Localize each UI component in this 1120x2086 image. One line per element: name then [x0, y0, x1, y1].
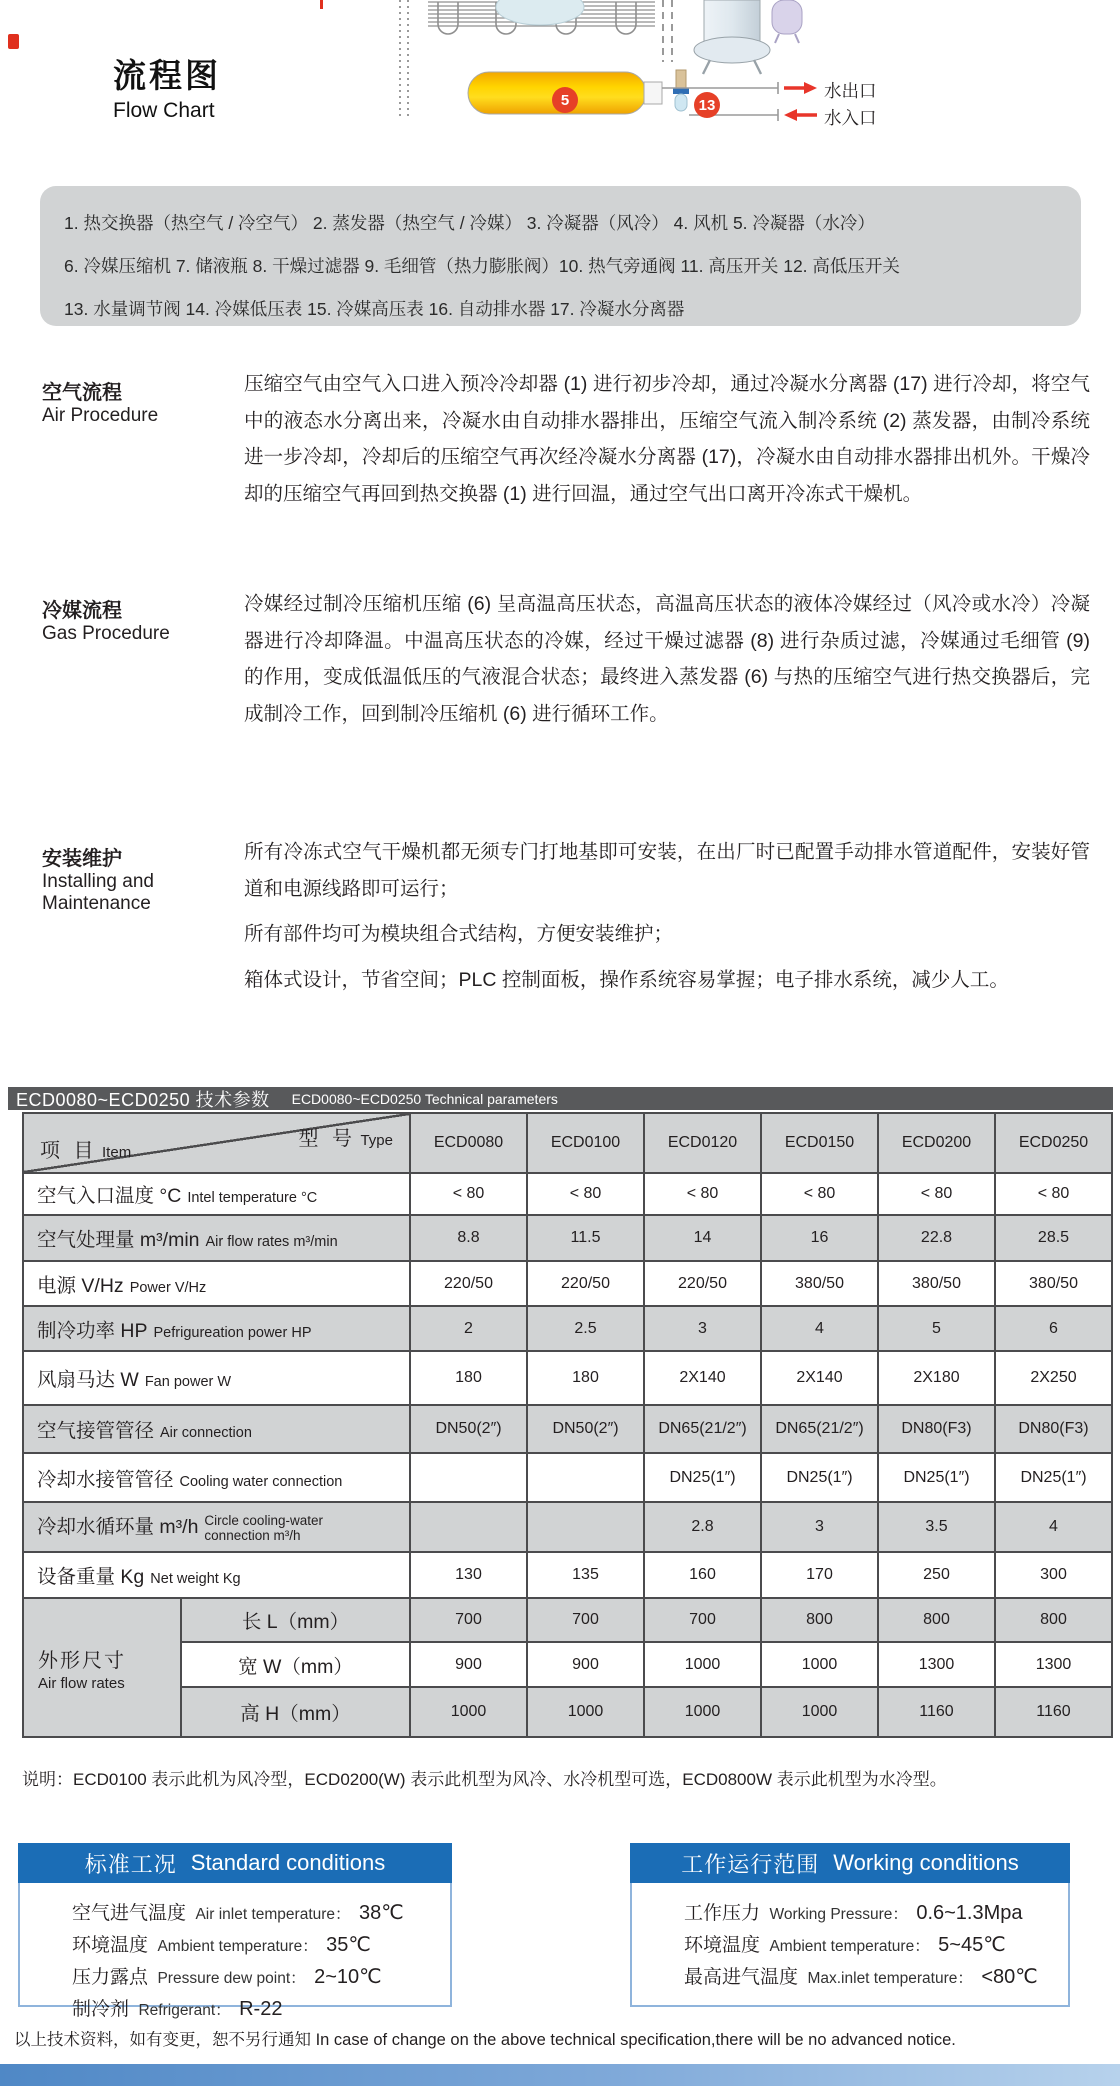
spec-value: 250	[878, 1552, 995, 1598]
row-label-en: Net weight Kg	[150, 1571, 241, 1587]
paragraph: 所有部件均可为模块组合式结构，方便安装维护；	[244, 923, 674, 945]
spec-value: 800	[878, 1598, 995, 1642]
condition-item: 制冷剂 Refrigerant： R-22	[72, 1998, 283, 2020]
footer-disclaimer: 以上技术资料，如有变更，恕不另行通知 In case of change on the above technical specification,there will be no advanced notice.	[14, 2031, 956, 2049]
box-title-en: Standard conditions	[190, 1850, 386, 1875]
spec-value: 160	[644, 1552, 761, 1598]
working-conditions-body	[630, 1883, 1070, 2007]
section-body-install	[244, 834, 1090, 1007]
row-label-en: Circle cooling-water connection m³/h	[204, 1513, 323, 1544]
dimensions-group-zh: 外形尺寸	[38, 1649, 126, 1672]
spec-row-width	[23, 1642, 1112, 1687]
spec-value: 220/50	[527, 1261, 644, 1306]
spec-value: 4	[995, 1502, 1112, 1552]
row-label-en: Air connection	[160, 1425, 252, 1441]
corner-cell	[23, 1113, 410, 1173]
paragraph: 所有冷冻式空气干燥机都无须专门打地基即可安装，在出厂时已配置手动排水管道配件，安装好管道和电源线路即可运行；	[244, 841, 1090, 900]
spec-value: DN80(F3)	[878, 1405, 995, 1453]
flow-marker-5-label: 5	[560, 91, 570, 109]
spec-value: 28.5	[995, 1215, 1112, 1261]
standard-conditions-box	[18, 1843, 452, 2020]
spec-bar-title-zh: ECD0080~ECD0250 技术参数	[16, 1089, 270, 1110]
working-conditions-box	[630, 1843, 1070, 2007]
model-header: ECD0100	[527, 1113, 644, 1173]
row-label-zh: 空气入口温度 °C	[37, 1185, 182, 1207]
spec-value: DN25(1″)	[644, 1453, 761, 1502]
spec-value: DN25(1″)	[878, 1453, 995, 1502]
spec-value: 6	[995, 1306, 1112, 1351]
spec-row-air-flow	[23, 1215, 1112, 1261]
spec-value: 3	[644, 1306, 761, 1351]
flow-chart-title-en: Flow Chart	[113, 99, 215, 122]
condensate-blob	[496, 0, 584, 25]
spec-value: DN80(F3)	[995, 1405, 1112, 1453]
condition-item: 最高进气温度 Max.inlet temperature： <80℃	[684, 1966, 1038, 1988]
legend-line-1: 1. 热交换器（热空气 / 冷空气） 2. 蒸发器（热空气 / 冷媒） 3. 冷凝器（风冷） 4. 风机 5. 冷凝器（水冷）	[64, 213, 875, 233]
section-title-zh: 安装维护	[42, 848, 122, 870]
row-label-en: Pefrigureation power HP	[153, 1324, 312, 1341]
standard-conditions-header	[18, 1843, 452, 1883]
spec-value: < 80	[995, 1173, 1112, 1215]
section-title-en: Gas Procedure	[42, 623, 170, 644]
spec-value: 900	[527, 1642, 644, 1687]
spec-row-length	[23, 1598, 1112, 1642]
spec-value: 2X250	[995, 1351, 1112, 1405]
model-header: ECD0250	[995, 1113, 1112, 1173]
spec-value: 180	[410, 1351, 527, 1405]
model-header: ECD0200	[878, 1113, 995, 1173]
spec-value: 3	[761, 1502, 878, 1552]
spec-value	[527, 1502, 644, 1552]
drain-assembly	[673, 70, 689, 111]
working-conditions-header	[630, 1843, 1070, 1883]
bottom-accent-strip	[0, 2064, 1120, 2086]
spec-value: 900	[410, 1642, 527, 1687]
water-out-arrow-icon	[784, 82, 817, 94]
row-label-en: Cooling water connection	[179, 1473, 343, 1490]
spec-value: 2X140	[644, 1351, 761, 1405]
paragraph: 箱体式设计，节省空间；PLC 控制面板，操作系统容易掌握；电子排水系统，减少人工。	[244, 968, 1009, 991]
parts-legend-box	[40, 186, 1081, 326]
spec-value: 380/50	[878, 1261, 995, 1306]
section-title-en: Installing and Maintenance	[42, 871, 154, 914]
spec-value: 2.5	[527, 1306, 644, 1351]
legend-line-3: 13. 水量调节阀 14. 冷媒低压表 15. 冷媒高压表 16. 自动排水器 17. 冷凝水分离器	[64, 299, 685, 319]
spec-value: 2X140	[761, 1351, 878, 1405]
spec-value: 800	[761, 1598, 878, 1642]
spec-value: < 80	[761, 1173, 878, 1215]
flow-marker-5	[552, 87, 578, 113]
spec-value: 135	[527, 1552, 644, 1598]
spec-value	[410, 1502, 527, 1552]
standard-conditions-body	[18, 1883, 452, 2020]
spec-value: < 80	[878, 1173, 995, 1215]
spec-value: DN65(21/2″)	[761, 1405, 878, 1453]
spec-value: 1000	[761, 1687, 878, 1737]
dim-label: 高 H（mm）	[181, 1687, 410, 1737]
condition-item: 环境温度 Ambient temperature： 5~45℃	[684, 1934, 1006, 1956]
model-header: ECD0150	[761, 1113, 878, 1173]
spec-value: 2.8	[644, 1502, 761, 1552]
logo-fragment-icon	[8, 34, 19, 49]
spec-row-inlet-temp	[23, 1173, 1112, 1215]
spec-value: 700	[644, 1598, 761, 1642]
section-title-zh: 空气流程	[42, 382, 122, 404]
spec-value: 220/50	[644, 1261, 761, 1306]
legend-line-2: 6. 冷媒压缩机 7. 储液瓶 8. 干燥过滤器 9. 毛细管（热力膨胀阀）10. 热气旁通阀 11. 高压开关 12. 高低压开关	[64, 256, 900, 276]
row-label-zh: 电源 V/Hz	[37, 1274, 124, 1297]
dimensions-group-en: Air flow rates	[38, 1674, 125, 1692]
row-label-en: Air flow rates m³/min	[205, 1234, 338, 1250]
spec-value: 5	[878, 1306, 995, 1351]
spec-row-net-weight	[23, 1552, 1112, 1598]
dim-label: 宽 W（mm）	[181, 1642, 410, 1687]
section-head-gas	[42, 594, 242, 645]
spec-row-refrigeration-power	[23, 1306, 1112, 1351]
spec-value: 700	[527, 1598, 644, 1642]
spec-value: 1000	[644, 1642, 761, 1687]
spec-value: 130	[410, 1552, 527, 1598]
row-label-zh: 制冷功率 HP	[37, 1319, 148, 1342]
corner-item-en: Item	[102, 1144, 132, 1161]
row-label-zh: 风扇马达 W	[37, 1369, 139, 1391]
spec-table-title-bar	[8, 1087, 1113, 1110]
row-label-zh: 冷却水循环量 m³/h	[37, 1515, 199, 1538]
spec-value: 800	[995, 1598, 1112, 1642]
flow-chart-title-zh: 流程图	[113, 57, 221, 94]
spec-row-cooling-water-connection	[23, 1453, 1112, 1502]
row-label-zh: 设备重量 Kg	[37, 1566, 145, 1588]
spec-value: 1300	[995, 1642, 1112, 1687]
spec-value: 4	[761, 1306, 878, 1351]
spec-value: 1000	[410, 1687, 527, 1737]
row-label-zh: 冷却水接管管径	[37, 1468, 174, 1491]
spec-value: 700	[410, 1598, 527, 1642]
spec-value: 300	[995, 1552, 1112, 1598]
table-note: 说明：ECD0100 表示此机为风冷型，ECD0200(W) 表示此机型为风冷、水冷机型可选，ECD0800W 表示此机型为水冷型。	[22, 1770, 947, 1789]
spec-row-cooling-water-circulation	[23, 1502, 1112, 1552]
section-body-air	[244, 366, 1090, 521]
row-label-en: Fan power W	[144, 1374, 232, 1390]
condition-item: 工作压力 Working Pressure： 0.6~1.3Mpa	[684, 1902, 1023, 1924]
section-title-zh: 冷媒流程	[42, 600, 122, 622]
spec-value: 380/50	[995, 1261, 1112, 1306]
spec-value: DN25(1″)	[761, 1453, 878, 1502]
spec-value: 2X180	[878, 1351, 995, 1405]
flow-chart-title	[113, 50, 221, 123]
spec-table	[22, 1112, 1113, 1738]
section-title-en: Air Procedure	[42, 405, 159, 426]
section-head-air	[42, 376, 242, 427]
dim-label: 长 L（mm）	[181, 1598, 410, 1642]
model-header: ECD0080	[410, 1113, 527, 1173]
spec-value: 180	[527, 1351, 644, 1405]
spec-row-height	[23, 1687, 1112, 1737]
section-head-install	[42, 842, 237, 915]
spec-value: 170	[761, 1552, 878, 1598]
spec-value: 1000	[644, 1687, 761, 1737]
row-label-zh: 空气处理量 m³/min	[37, 1229, 200, 1251]
spec-value: 220/50	[410, 1261, 527, 1306]
spec-value	[527, 1453, 644, 1502]
spec-value: 1000	[527, 1687, 644, 1737]
water-inlet-label: 水入口	[824, 108, 877, 128]
spec-value: < 80	[644, 1173, 761, 1215]
flow-chart-drawing	[318, 0, 880, 125]
row-label-en: Power V/Hz	[129, 1279, 207, 1296]
spec-value: 380/50	[761, 1261, 878, 1306]
spec-row-air-connection	[23, 1405, 1112, 1453]
box-title-en: Working conditions	[833, 1850, 1019, 1875]
receiver-tanks	[694, 0, 802, 74]
spec-value: 22.8	[878, 1215, 995, 1261]
spec-bar-title-en: ECD0080~ECD0250 Technical parameters	[291, 1090, 558, 1107]
model-header: ECD0120	[644, 1113, 761, 1173]
condition-item: 空气进气温度 Air inlet temperature： 38℃	[72, 1902, 404, 1924]
spec-value: DN50(2″)	[410, 1405, 527, 1453]
spec-value: 1300	[878, 1642, 995, 1687]
flow-marker-13	[694, 92, 720, 118]
spec-value: 3.5	[878, 1502, 995, 1552]
corner-type-label	[298, 1122, 393, 1151]
box-title-zh: 工作运行范围	[681, 1851, 820, 1877]
corner-type-zh: 型 号	[298, 1128, 357, 1150]
spec-value: 1160	[878, 1687, 995, 1737]
flow-marker-13-label: 13	[698, 96, 716, 114]
paragraph: 冷媒经过制冷压缩机压缩 (6) 呈高温高压状态，高温高压状态的液体冷媒经过（风冷或水冷）冷凝器进行冷却降温。中温高压状态的冷媒，经过干燥过滤器 (8) 进行杂质过滤，冷媒通过毛细管 (9) 的作用，变成低温低压的气液混合状态；最终进入蒸发器 (6) 与热的压缩空气进行热交换器后，完成制冷工作，回到制冷压缩机 (6) 进行循环工作。	[244, 593, 1090, 725]
water-outlet-label: 水出口	[824, 81, 877, 101]
box-title-zh: 标准工况	[84, 1851, 177, 1877]
spec-value: 1160	[995, 1687, 1112, 1737]
spec-value: < 80	[410, 1173, 527, 1215]
spec-value: 14	[644, 1215, 761, 1261]
paragraph: 压缩空气由空气入口进入预冷冷却器 (1) 进行初步冷却，通过冷凝水分离器 (17) 进行冷却，将空气中的液态水分离出来，冷凝水由自动排水器排出，压缩空气流入制冷系统 (2) 蒸发器，由制冷系统进一步冷却，冷却后的压缩空气再次经冷凝水分离器 (17)，冷凝水由自动排水器排出机外。干燥冷却的压缩空气再回到热交换器 (1) 进行回温，通过空气出口离开冷冻式干燥机。	[244, 373, 1090, 505]
spec-value: 11.5	[527, 1215, 644, 1261]
section-body-gas	[244, 586, 1090, 741]
dimensions-group-cell	[23, 1598, 181, 1737]
spec-value: DN50(2″)	[527, 1405, 644, 1453]
row-label-zh: 空气接管管径	[37, 1420, 155, 1442]
spec-value: 2	[410, 1306, 527, 1351]
corner-type-en: Type	[360, 1132, 393, 1149]
condition-item: 压力露点 Pressure dew point： 2~10℃	[72, 1966, 382, 1988]
corner-item-label	[40, 1134, 131, 1163]
spec-value: < 80	[527, 1173, 644, 1215]
spec-value: 1000	[761, 1642, 878, 1687]
spec-value: DN25(1″)	[995, 1453, 1112, 1502]
row-label-en: Intel temperature °C	[187, 1190, 318, 1206]
spec-value: 8.8	[410, 1215, 527, 1261]
condition-item: 环境温度 Ambient temperature： 35℃	[72, 1934, 371, 1956]
spec-value	[410, 1453, 527, 1502]
spec-value: DN65(21/2″)	[644, 1405, 761, 1453]
spec-row-fan-power	[23, 1351, 1112, 1405]
spec-row-power	[23, 1261, 1112, 1306]
corner-item-zh: 项 目	[40, 1140, 98, 1162]
water-in-arrow-icon	[784, 109, 817, 121]
spec-value: 16	[761, 1215, 878, 1261]
